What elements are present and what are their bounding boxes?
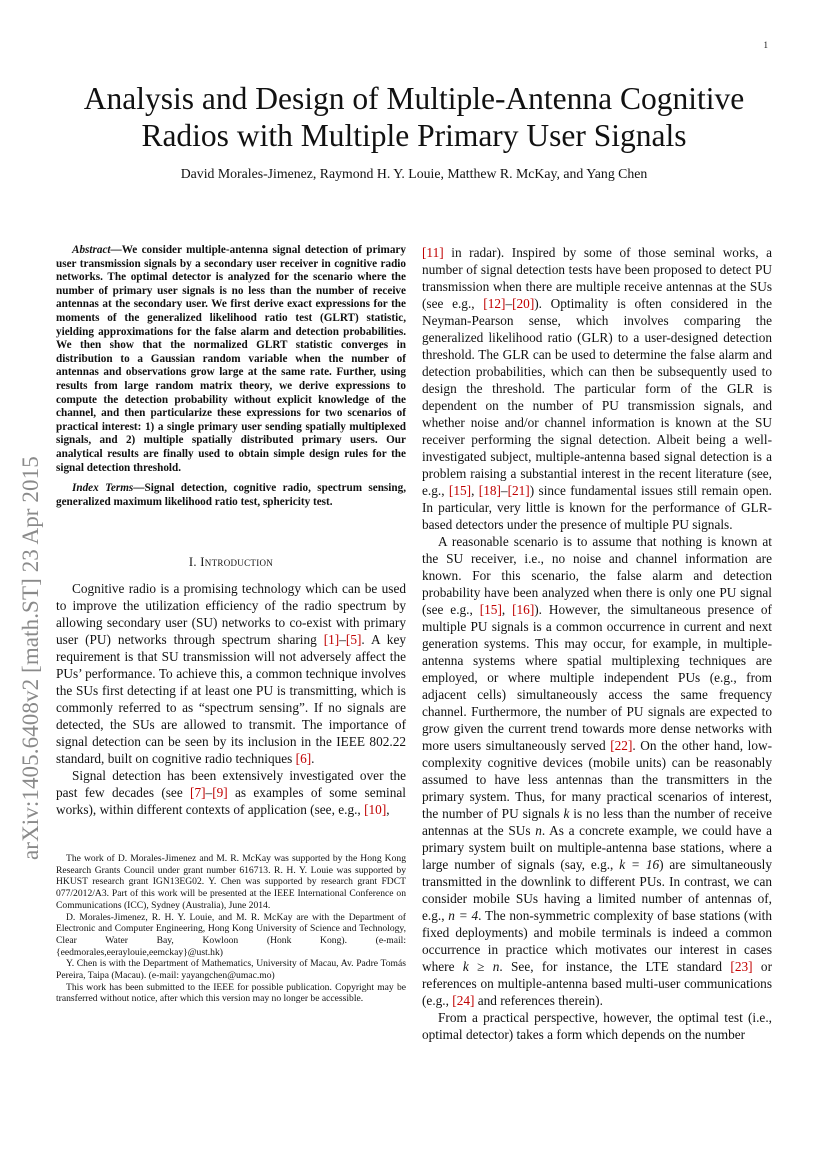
footnote-copyright: This work has been submitted to the IEEE for possible publication. Copyright may be transferred without notice, after which this version may no longer be accessible. xyxy=(56,981,406,1005)
paragraph-text: Signal detection has been extensively investigated over the past few decades (see xyxy=(56,768,406,801)
citation-link[interactable]: [20] xyxy=(512,296,535,311)
abstract xyxy=(56,244,406,475)
paragraph-text: ). However, the simultaneous presence of multiple PU signals is a common occurrence in current and next generation systems. This may occur, for example, in multiple-antenna systems where spatial multiplexing techniques are employed, or where multiple independent PUs (e.g., from adjacent cells) simultaneously access the same frequency channel. Furthermore, the number of PU signals are expected to grow given the current trend towards more dense networks with more users simultaneously served xyxy=(422,602,772,753)
citation-link[interactable]: [10] xyxy=(364,802,387,818)
paragraph-text: – xyxy=(505,296,513,311)
index-terms xyxy=(56,482,406,509)
paragraph-text: . See, for instance, the LTE standard xyxy=(499,959,731,974)
inline-math: n = 4 xyxy=(448,908,479,923)
citation-link[interactable]: [21] xyxy=(507,483,530,498)
paragraph-text: ) since fundamental issues still remain open. In particular, very little is known for the performance of GLR-based detectors under the presence of multiple PU signals. xyxy=(422,483,772,532)
intro-paragraph-5 xyxy=(422,1009,772,1043)
section-title: Introduction xyxy=(200,555,274,570)
citation-link[interactable]: [18] xyxy=(478,483,501,498)
inline-math: k xyxy=(563,806,570,821)
paragraph-text: . The non-symmetric complexity of base stations (with fixed deployments) and mobile terminals is indeed a common occurrence in practice which motivates our interest in cases where xyxy=(422,908,772,974)
paragraph-text: and references therein). xyxy=(474,993,603,1008)
paragraph-text: . xyxy=(311,751,315,767)
paragraph-text: From a practical perspective, however, the optimal test (i.e., optimal detector) takes a form which depends on the number xyxy=(422,1010,772,1042)
paragraph-text: . A key requirement is that SU transmission will not adversely affect the PUs’ performance. To achieve this, a common technique involves the SUs first detecting if at least one PU is transmitting, which is commonly referred to as “spectrum sensing”. If no signals are detected, the SUs are allowed to transmit. The importance of signal detection can be seen by its inclusion in the IEEE 802.22 standard, built on cognitive radio techniques xyxy=(56,632,406,767)
paragraph-text: – xyxy=(339,632,346,648)
section-number: I. xyxy=(188,555,201,570)
citation-link[interactable]: [15] xyxy=(448,483,472,498)
citation-link[interactable]: [7] xyxy=(190,785,206,801)
abstract-text: —We consider multiple-antenna signal detection of primary user transmission signals by a secondary user receiver in cognitive radio networks. The optimal detector is analyzed for the scenario where the number of primary user signals is no less than the number of receive antennas at the secondary user. We first derive exact expressions for the moments of the generalized likelihood ratio test (GLRT) statistic, yielding approximations for the false alarm and detection probabilities. We then show that the normalized GLRT statistic converges in distribution to a Gaussian random variable when the number of antennas and observations grow large at the same rate. Further, using results from large random matrix theory, we derive expressions to compute the detection probability without explicit knowledge of the channel, and then particularize these expressions for two scenarios of practical interest: 1) a single primary user sending spatially multiplexed signals, and 2) multiple spatially distributed primary users. Our analytical results are finally used to obtain simple design rules for the signal detection threshold. xyxy=(56,244,406,474)
citation-link[interactable]: [11] xyxy=(422,245,444,260)
citation-link[interactable]: [9] xyxy=(212,785,228,801)
intro-paragraph-3 xyxy=(422,244,772,533)
citation-link[interactable]: [22] xyxy=(610,738,633,753)
citation-link[interactable]: [15] xyxy=(479,602,502,617)
paragraph-text: as examples of some seminal works), within different contexts of application (see, e.g., xyxy=(56,785,406,818)
inline-math: n xyxy=(535,823,542,838)
intro-paragraph-4 xyxy=(422,533,772,1009)
citation-link[interactable]: [5] xyxy=(345,632,362,648)
paragraph-text: – xyxy=(205,785,213,801)
paper-title: Analysis and Design of Multiple-Antenna Cognitive Radios with Multiple Primary User Signals xyxy=(83,81,745,153)
inline-math: k ≥ n xyxy=(462,959,500,974)
page-number: 1 xyxy=(763,40,768,50)
citation-link[interactable]: [1] xyxy=(323,632,340,648)
paragraph-text: ). Optimality is often considered in the Neyman-Pearson sense, which involves comparing the generalized likelihood ratio (GLR) to a user-designed detection threshold. The GLR can be used to determine the false alarm and detection probabilities, which can then be subsequently used to design the threshold. The particular form of the GLR is dependent on the number of PU transmission signals, and whether noise and/or channel information is known at the SU receiver performing the signal detection. Albeit being a well-investigated subject, multiple-antenna based signal detection is a problem raising a substantial interest in the recent literature (see, e.g., xyxy=(422,296,773,498)
paragraph-text: in radar). Inspired by some of those seminal works, a number of signal detection tests have been proposed to detect PU transmission when there are multiple receive antennas at the SUs (see e.g., xyxy=(422,245,772,311)
paragraph-text: or references on multiple-antenna based multi-user communications (e.g., xyxy=(422,959,772,1008)
paragraph-text: A reasonable scenario is to assume that nothing is known at the SU receiver, i.e., no noise and channel information are known. For this scenario, the false alarm and detection probability have been analyzed when there is only one PU signal (see e.g., xyxy=(422,534,772,617)
citation-link[interactable]: [6] xyxy=(295,751,312,767)
abstract-label: Abstract xyxy=(72,244,111,256)
paragraph-text: is no less than the number of receive antennas at the SUs xyxy=(422,806,772,838)
paragraph-text: . As a concrete example, we could have a primary system built on multiple-antenna base stations, where a large number of signals (say, e.g., xyxy=(422,823,772,872)
paragraph-text: . On the other hand, low-complexity cognitive devices (mobile units) can be reasonably assumed to have less antennas than the transmitters in the primary system. Thus, for many practical scenarios of interest, the number of PU signals xyxy=(422,738,772,821)
paragraph-text: , xyxy=(501,602,513,617)
intro-paragraph-2 xyxy=(56,767,406,818)
author-list: David Morales-Jimenez, Raymond H. Y. Louie, Matthew R. McKay, and Yang Chen xyxy=(180,166,648,181)
footnote-affiliation-1: D. Morales-Jimenez, R. H. Y. Louie, and M. R. McKay are with the Department of Electronic and Computer Engineering, Hong Kong University of Science and Technology, Clear Water Bay, Kowloon (Honk Kong). (e-mail:{eedmorales,eeraylouie,eemckay}@ust.hk) xyxy=(56,911,406,958)
footnotes xyxy=(56,853,406,1005)
citation-link[interactable]: [24] xyxy=(452,993,475,1008)
footnote-affiliation-2: Y. Chen is with the Department of Mathematics, University of Macau, Av. Padre Tomás Pereira, Taipa (Macau). (e-mail: yayangchen@umac.mo) xyxy=(56,958,406,982)
intro-paragraph-1 xyxy=(56,580,406,767)
index-terms-text: —Signal detection, cognitive radio, spectrum sensing, generalized maximum likelihood ratio test, sphericity test. xyxy=(56,482,406,508)
section-heading-introduction xyxy=(56,555,406,570)
citation-link[interactable]: [23] xyxy=(730,959,753,974)
right-column xyxy=(422,244,772,1043)
paragraph-text: , xyxy=(471,483,479,498)
citation-link[interactable]: [16] xyxy=(512,602,535,617)
arxiv-stamp: arXiv:1405.6408v2 [math.ST] 23 Apr 2015 xyxy=(18,456,43,860)
paragraph-text: ) are simultaneously transmitted in the downlink to different PUs. In contrast, we can consider mobile SUs having a limited number of antennas of, e.g., xyxy=(422,857,773,923)
index-terms-label: Index Terms xyxy=(72,482,134,495)
footnote-funding: The work of D. Morales-Jimenez and M. R. McKay was supported by the Hong Kong Research Grants Council under grant number 616713. R. H. Y. Louie was supported by HKUST research grant IGN13EG02. Y. Chen was supported by research grant FDCT 077/2012/A3. Part of this work will be presented at the IEEE International Conference on Communications (ICC), Sydney (Australia), June 2014. xyxy=(56,853,406,911)
inline-math: k = 16 xyxy=(619,857,660,872)
paragraph-text: , xyxy=(386,802,390,818)
paragraph-text: – xyxy=(500,483,508,498)
citation-link[interactable]: [12] xyxy=(483,296,506,311)
paragraph-text: Cognitive radio is a promising technology which can be used to improve the utilization efficiency of the radio spectrum by allowing secondary user (SU) networks to co-exist with primary user (PU) networks through spectrum sharing xyxy=(56,581,406,648)
left-column xyxy=(56,244,406,818)
